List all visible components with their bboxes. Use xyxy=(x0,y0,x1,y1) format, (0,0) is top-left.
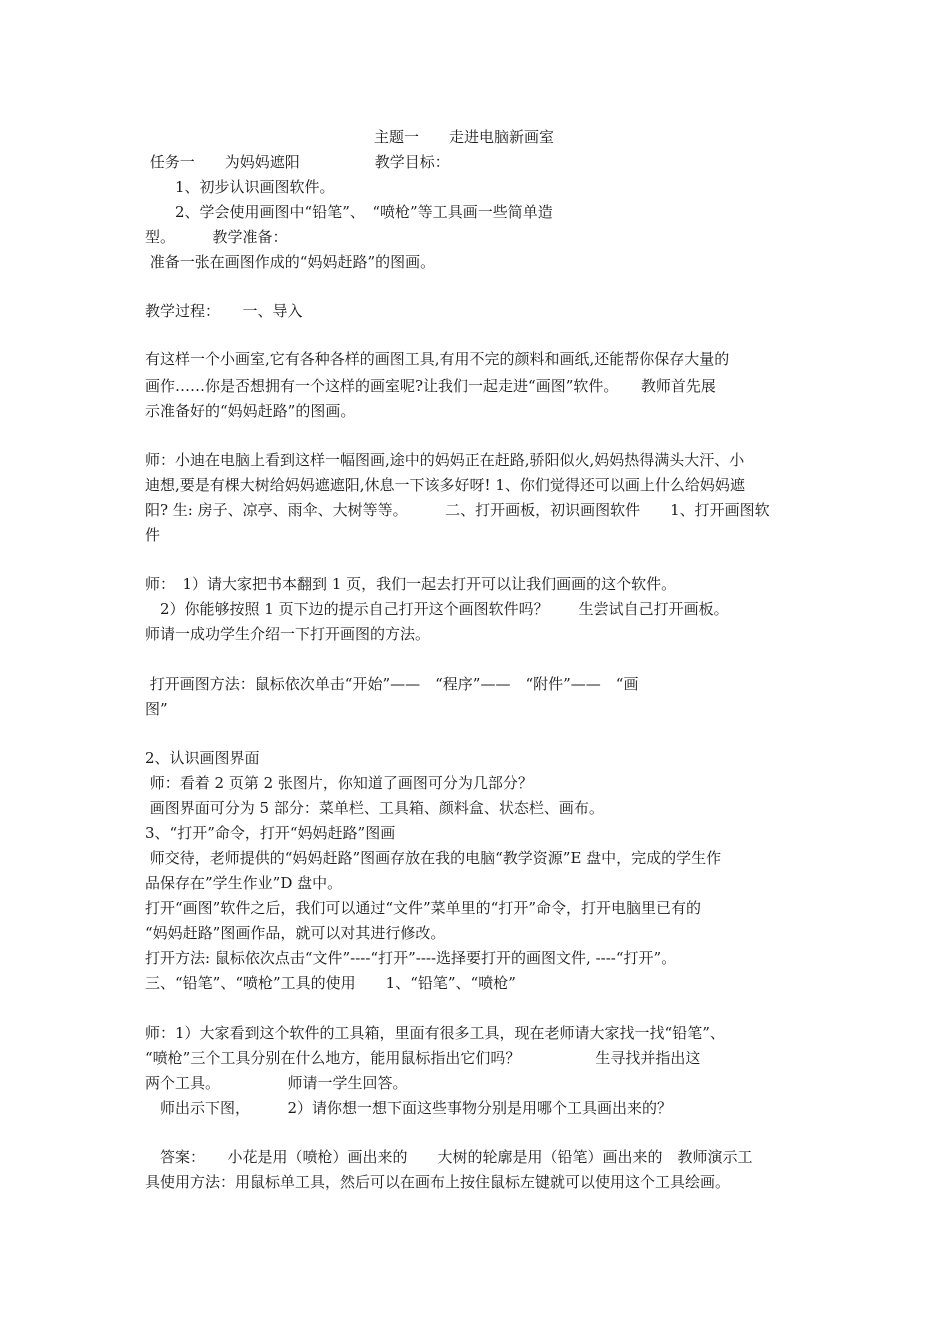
text-line: 两个工具。 师请一学生回答。 xyxy=(145,1074,408,1092)
text-line: 师请一成功学生介绍一下打开画图的方法。 xyxy=(145,625,431,643)
text-line: 画图界面可分为 5 部分：菜单栏、工具箱、颜料盒、状态栏、画布。 xyxy=(145,799,604,817)
text-line: 阳? 生: 房子、凉亭、雨伞、大树等等。 二、打开画板，初识画图软件 1、打开画图软 xyxy=(145,501,770,519)
text-line: 师出示下图， 2）请你想一想下面这些事物分别是用哪个工具画出来的？ xyxy=(145,1099,673,1117)
text-line: 件 xyxy=(145,526,161,544)
text-line: 打开方法: 鼠标依次点击“文件”----“打开”----选择要打开的画图文件, ----“打开”。 xyxy=(145,949,677,967)
text-line: 品保存在”学生作业”D 盘中。 xyxy=(145,874,343,892)
text-line: 师：1）大家看到这个软件的工具箱，里面有很多工具，现在老师请大家找一找“铅笔”、 xyxy=(145,1024,725,1042)
text-line: 三、“铅笔”、“喷枪”工具的使用 1、“铅笔”、“喷枪” xyxy=(145,974,516,992)
text-line: 师： 1）请大家把书本翻到 1 页，我们一起去打开可以让我们画画的这个软件。 xyxy=(145,575,677,593)
text-line: 答案： 小花是用（喷枪）画出来的 大树的轮廓是用（铅笔）画出来的 教师演示工 xyxy=(145,1148,753,1166)
text-line: 教学过程： 一、导入 xyxy=(145,302,303,320)
text-line: “妈妈赶路”图画作品，就可以对其进行修改。 xyxy=(145,924,446,942)
text-line: 迪想,要是有棵大树给妈妈遮遮阳,休息一下该多好呀! 1、你们觉得还可以画上什么给妈妈遮 xyxy=(145,476,745,494)
text-line: 打开“画图”软件之后，我们可以通过“文件”菜单里的“打开”命令，打开电脑里已有的 xyxy=(145,899,702,917)
text-line: 准备一张在画图作成的“妈妈赶路”的图画。 xyxy=(145,253,436,271)
text-line: 师交待，老师提供的“妈妈赶路”图画存放在我的电脑“教学资源”E 盘中，完成的学生作 xyxy=(145,849,722,867)
text-line: “喷枪”三个工具分别在什么地方，能用鼠标指出它们吗？ 生寻找并指出这 xyxy=(145,1049,701,1067)
text-line: 1、初步认识画图软件。 xyxy=(145,178,335,196)
text-line: 任务一 为妈妈遮阳 教学目标： xyxy=(145,153,450,171)
text-line: 有这样一个小画室,它有各种各样的画图工具,有用不完的颜料和画纸,还能帮你保存大量的 xyxy=(145,350,730,368)
text-line: 2）你能够按照 1 页下边的提示自己打开这个画图软件吗？ 生尝试自己打开画板。 xyxy=(145,600,729,618)
text-line: 图” xyxy=(145,700,168,718)
document-title: 主题一 走进电脑新画室 xyxy=(374,128,555,146)
text-line: 师：小迪在电脑上看到这样一幅图画,途中的妈妈正在赶路,骄阳似火,妈妈热得满头大汗、小 xyxy=(145,451,745,469)
text-line: 示准备好的“妈妈赶路”的图画。 xyxy=(145,402,356,420)
text-line: 2、学会使用画图中“铅笔”、 “喷枪”等工具画一些简单造 xyxy=(145,203,553,221)
text-line: 师：看着 2 页第 2 张图片，你知道了画图可分为几部分？ xyxy=(145,774,533,792)
text-line: 型。 教学准备： xyxy=(145,228,288,246)
text-line: 打开画图方法：鼠标依次单击“开始”—— “程序”—— “附件”—— “画 xyxy=(145,675,639,693)
text-line: 2、认识画图界面 xyxy=(145,749,260,767)
text-line: 具使用方法：用鼠标单工具，然后可以在画布上按住鼠标左键就可以使用这个工具绘画。 xyxy=(145,1173,731,1191)
text-line: 画作……你是否想拥有一个这样的画室呢?让我们一起走进“画图”软件。 教师首先展 xyxy=(145,377,716,395)
text-line: 3、“打开”命令，打开“妈妈赶路”图画 xyxy=(145,824,396,842)
